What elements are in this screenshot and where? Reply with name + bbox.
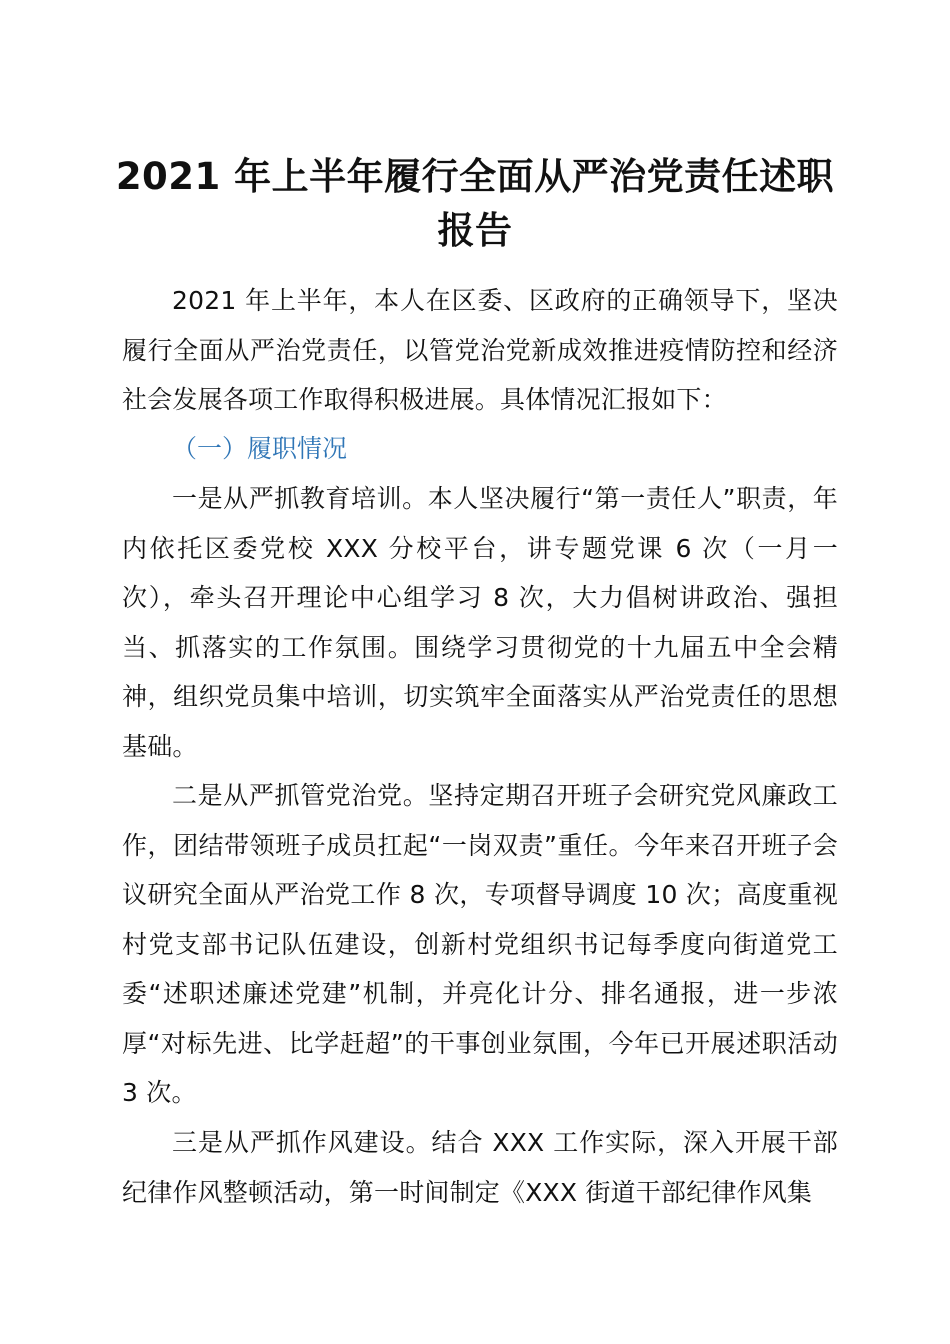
- paragraph-work-style: 三是从严抓作风建设。结合 XXX 工作实际，深入开展干部纪律作风整顿活动，第一时间制定《XXX 街道干部纪律作风集: [122, 1128, 838, 1207]
- paragraph-education: 一是从严抓教育培训。本人坚决履行“第一责任人”职责，年内依托区委党校 XXX 分校平台，讲专题党课 6 次（一月一次），牵头召开理论中心组学习 8 次，大力倡树讲政治、强担当、抓落实的工作氛围。围绕学习贯彻党的十九届五中全会精神，组织党员集中培训，切实筑牢全面落实从严治党责任的思想基础。: [122, 484, 838, 761]
- intro-paragraph: 2021 年上半年，本人在区委、区政府的正确领导下，坚决履行全面从严治党责任，以管党治党新成效推进疫情防控和经济社会发展各项工作取得积极进展。具体情况汇报如下：: [122, 286, 838, 414]
- document-title: 2021 年上半年履行全面从严治党责任述职报告: [115, 155, 835, 252]
- paragraph-party-management: 二是从严抓管党治党。坚持定期召开班子会研究党风廉政工作，团结带领班子成员扛起“一岗双责”重任。今年来召开班子会议研究全面从严治党工作 8 次，专项督导调度 10 次；高度重视村党支部书记队伍建设，创新村党组织书记每季度向街道党工委“述职述廉述党建”机制，并亮化计分、排名通报，进一步浓厚“对标先进、比学赶超”的干事创业氛围，今年已开展述职活动 3 次。: [122, 781, 838, 1107]
- section-heading: （一）履职情况: [172, 434, 348, 463]
